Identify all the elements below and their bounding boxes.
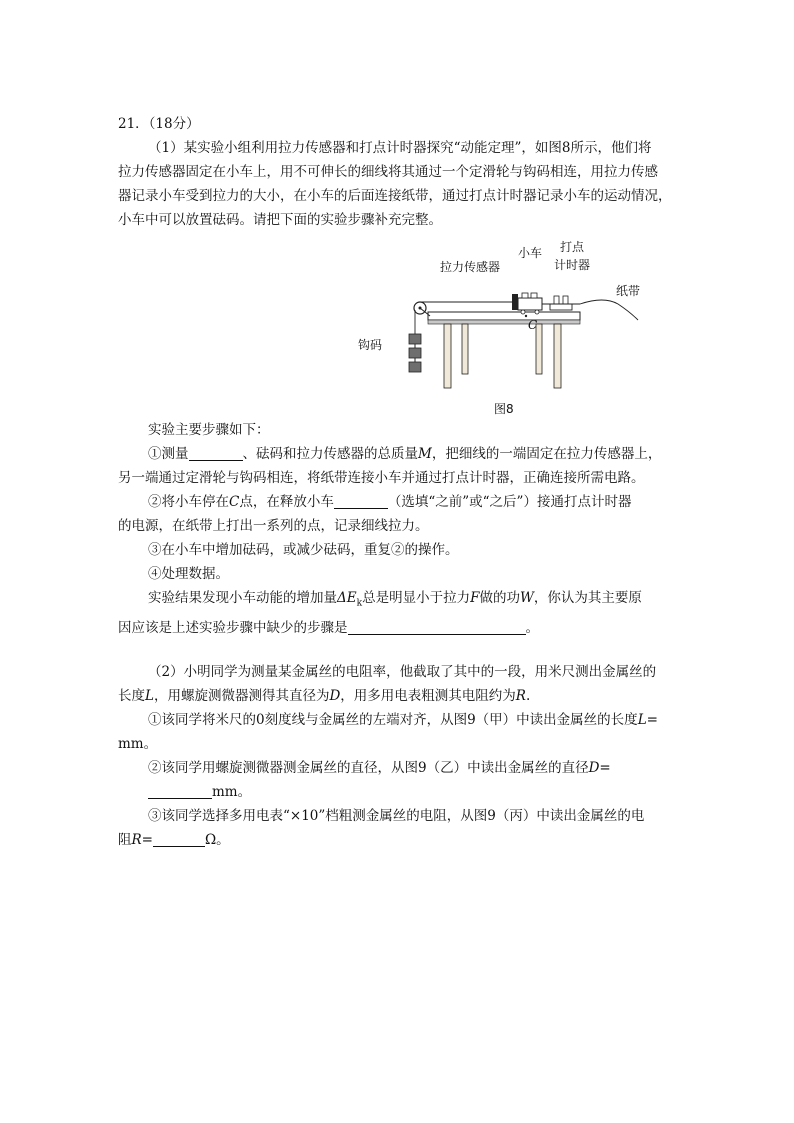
blank-missing-step[interactable] (348, 618, 526, 635)
part2-q1: ①该同学将米尺的0刻度线与金属丝的左端对齐，从图9（甲）中读出金属丝的长度L= (148, 711, 658, 728)
label-weights: 钩码 (358, 338, 383, 352)
force-sensor (512, 294, 518, 310)
question-number: 21．（18分） (118, 116, 200, 132)
table-leg (462, 324, 468, 374)
table-top (428, 312, 580, 320)
result-line-1: 实验结果发现小车动能的增加量$\Delta E_k$总是明显小于拉力F做的功W，你认为其主要原 (148, 590, 642, 609)
intro-line-4: 小车中可以放置砝码。请把下面的实验步骤补充完整。 (118, 212, 442, 228)
intro-line-3: 器记录小车受到拉力的大小，在小车的后面连接纸带，通过打点计时器记录小车的运动情况， (118, 188, 672, 204)
table-leg (554, 324, 561, 388)
blank-step1[interactable] (189, 444, 243, 461)
intro-line-2: 拉力传感器固定在小车上，用不可伸长的细线将其通过一个定滑轮与钩码相连，用拉力传感 (118, 164, 658, 180)
blank-resistance[interactable] (153, 830, 205, 847)
part2-q2: ②该同学用螺旋测微器测金属丝的直径，从图9（乙）中读出金属丝的直径D= (148, 759, 611, 776)
experiment-diagram (118, 238, 678, 418)
hooked-weights (409, 334, 421, 372)
part2-q3: ③该同学选择多用电表“×10”档粗测金属丝的电阻，从图9（丙）中读出金属丝的电 (148, 807, 645, 824)
blank-diameter[interactable] (148, 782, 212, 799)
part2-q2-line-2: mm。 (118, 780, 678, 804)
figure-8 (118, 238, 678, 418)
label-timer-2: 计时器 (554, 258, 591, 272)
label-car: 小车 (518, 246, 543, 260)
label-tape: 纸带 (616, 284, 641, 298)
part2-q1-line-2: mm。 (118, 735, 158, 752)
steps-title: 实验主要步骤如下： (148, 422, 270, 438)
car (518, 298, 542, 310)
result-line-2: 因应该是上述实验步骤中缺少的步骤是 。 (118, 619, 539, 636)
question-21 (118, 112, 678, 852)
label-sensor: 拉力传感器 (440, 260, 501, 274)
step-4: ④处理数据。 (148, 566, 229, 582)
part2-intro-2: 长度L，用螺旋测微器测得其直径为D，用多用电表粗测其电阻约为R. (118, 687, 531, 704)
step-3: ③在小车中增加砝码，或减少砝码，重复②的操作。 (148, 542, 459, 558)
label-point-c: C (528, 318, 538, 332)
step-2: ②将小车停在C点，在释放小车 （选填“之前”或“之后”）接通打点计时器 (148, 494, 632, 510)
step-1: ①测量 、砝码和拉力传感器的总质量M，把细线的一端固定在拉力传感器上， (148, 446, 662, 462)
step-1-line-2: 另一端通过定滑轮与钩码相连，将纸带连接小车并通过打点计时器，正确连接所需电路。 (118, 470, 645, 486)
figure-caption: 图8 (494, 402, 514, 416)
intro-line-1: （1）某实验小组利用拉力传感器和打点计时器探究“动能定理”，如图8所示，他们将 (148, 140, 652, 156)
part2-q3-line-2: 阻R= Ω。 (118, 831, 230, 848)
part2-intro-1: （2）小明同学为测量某金属丝的电阻率，他截取了其中的一段，用米尺测出金属丝的 (148, 663, 657, 680)
blank-step2[interactable] (334, 492, 388, 509)
label-timer-1: 打点 (560, 240, 585, 254)
table-leg (444, 324, 451, 388)
step-2-line-2: 的电源，在纸带上打出一系列的点，记录细线拉力。 (118, 518, 429, 534)
timer (550, 304, 572, 310)
